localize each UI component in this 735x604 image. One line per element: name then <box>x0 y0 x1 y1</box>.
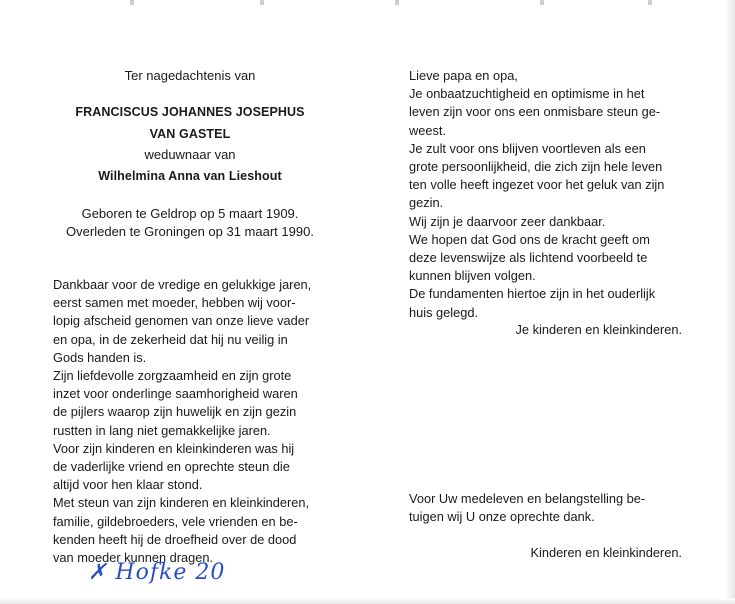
deceased-name-line2: VAN GASTEL <box>149 127 231 141</box>
text-line: van moeder kunnen dragen. <box>53 550 214 566</box>
signature-block <box>409 321 682 339</box>
top-mark <box>540 0 544 5</box>
signature-line: Je kinderen en kleinkinderen. <box>515 322 682 337</box>
left-text-block <box>53 276 313 567</box>
text-line: lopig afscheid genomen van onze lieve vader <box>53 313 310 329</box>
text-line: Voor Uw medeleven en belangstelling be- <box>409 491 646 506</box>
text-line: kunnen blijven volgen. <box>409 268 536 284</box>
text-line: gezin. <box>409 195 444 211</box>
right-text-block <box>409 67 682 322</box>
text-line: de pijlers waarop zijn huwelijk en zijn gezin <box>53 404 297 420</box>
text-line: deze levenswijze als lichtend voorbeeld te <box>409 250 648 266</box>
text-line: De fundamenten hiertoe zijn in het ouderlijk <box>409 286 656 302</box>
text-line: Met steun van zijn kinderen en kleinkinderen, <box>53 495 310 511</box>
top-mark <box>130 0 134 5</box>
deceased-name-line1: FRANCISCUS JOHANNES JOSEPHUS <box>75 105 305 119</box>
text-line: huis gelegd. <box>409 304 479 320</box>
intro-text: Ter nagedachtenis van <box>124 68 256 83</box>
top-mark <box>260 0 264 5</box>
text-line: Lieve papa en opa, <box>409 68 518 83</box>
text-line: altijd voor hen klaar stond. <box>53 477 203 493</box>
card-edge-bottom <box>0 598 735 604</box>
card-edge-right <box>725 0 735 604</box>
thanks-block <box>409 490 682 526</box>
text-line: grote persoonlijkheid, die zich zijn hele leven <box>409 159 663 175</box>
text-line: familie, gildebroeders, vele vrienden en be- <box>53 513 298 529</box>
text-line: weest. <box>409 122 446 138</box>
text-line: We hopen dat God ons de kracht geeft om <box>409 231 650 247</box>
death-line: Overleden te Groningen op 31 maart 1990. <box>66 224 314 239</box>
closing-block <box>409 544 682 562</box>
text-line: ten volle heeft ingezet voor het geluk van zijn <box>409 177 665 193</box>
spouse-name: Wilhelmina Anna van Lieshout <box>98 169 282 183</box>
text-line: rustten in lang niet gemakkelijke jaren. <box>53 422 271 438</box>
text-line: tuigen wij U onze oprechte dank. <box>409 509 595 525</box>
text-line: Wij zijn je daarvoor zeer dankbaar. <box>409 213 606 229</box>
birth-line: Geboren te Geldrop op 5 maart 1909. <box>81 206 299 221</box>
handwritten-note: ✗ Hofke 20 <box>88 560 226 585</box>
relation-text: weduwnaar van <box>144 147 236 162</box>
text-line: Je zult voor ons blijven voortleven als een <box>409 140 646 156</box>
text-line: de vaderlijke vriend en oprechte steun die <box>53 459 290 475</box>
text-line: en opa, in de zekerheid dat hij nu veilig in <box>53 331 288 347</box>
text-line: Gods handen is. <box>53 349 147 365</box>
text-line: kenden heeft hij de droefheid over de dood <box>53 531 297 547</box>
text-line: Dankbaar voor de vredige en gelukkige jaren, <box>53 277 312 292</box>
top-mark <box>648 0 652 5</box>
closing-line: Kinderen en kleinkinderen. <box>530 545 682 560</box>
text-line: leven zijn voor ons een onmisbare steun ge- <box>409 104 661 120</box>
text-line: Je onbaatzuchtigheid en optimisme in het <box>409 86 645 102</box>
top-mark <box>395 0 399 5</box>
text-line: eerst samen met moeder, hebben wij voor- <box>53 295 296 311</box>
text-line: Zijn liefdevolle zorgzaamheid en zijn grote <box>53 368 292 384</box>
text-line: inzet voor onderlinge saamhorigheid waren <box>53 386 298 402</box>
text-line: Voor zijn kinderen en kleinkinderen was hij <box>53 440 295 456</box>
